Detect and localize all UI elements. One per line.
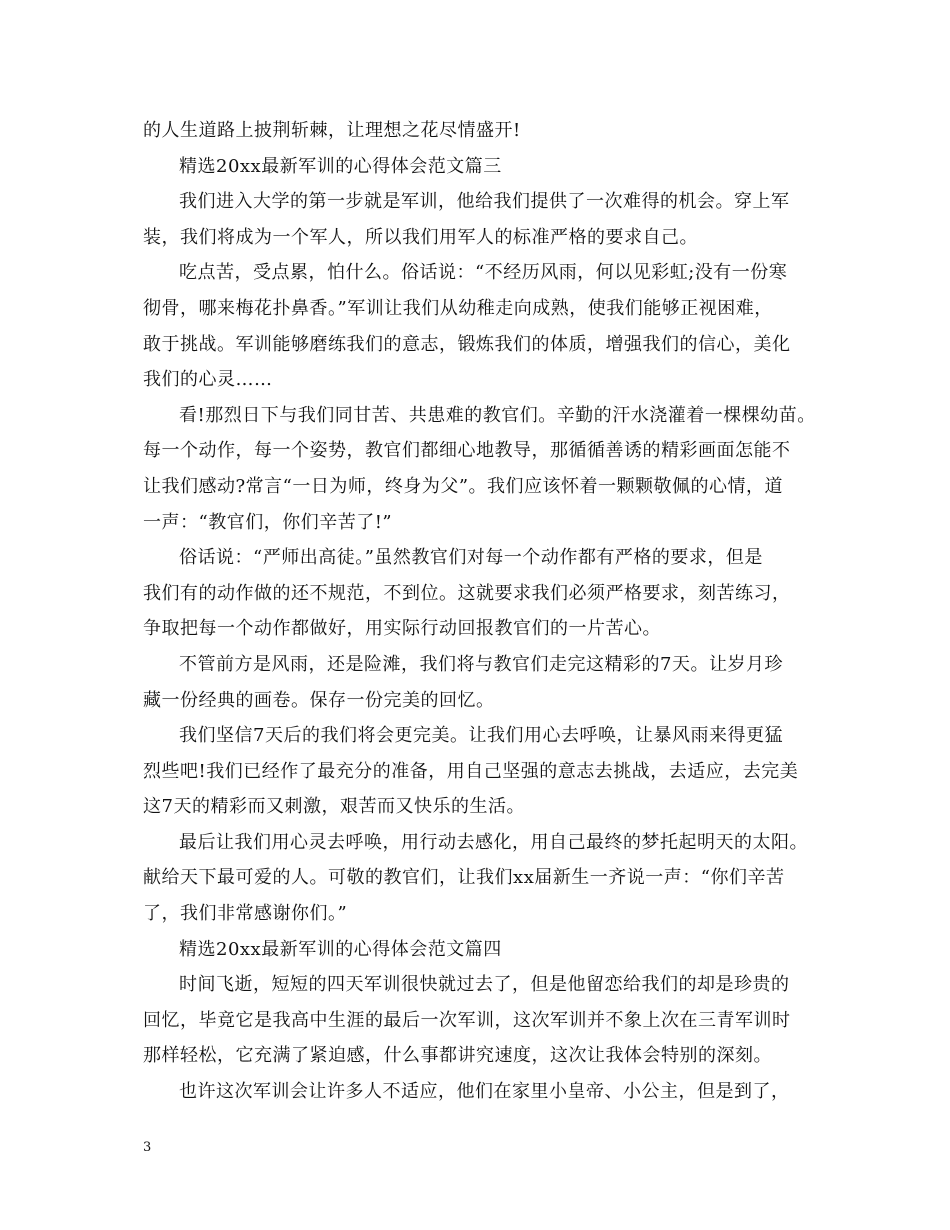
text-line: 最后让我们用心灵去呼唤，用行动去感化，用自己最终的梦托起明天的太阳。	[179, 831, 808, 853]
text-line: 敢于挑战。军训能够磨练我们的意志，锻炼我们的体质，增强我们的信心，美化	[143, 333, 791, 355]
text-line: 彻骨，哪来梅花扑鼻香。”军训让我们从幼稚走向成熟，使我们能够正视困难，	[143, 297, 773, 319]
text-line: 献给天下最可爱的人。可敬的教官们，让我们xx届新生一齐说一声：“你们辛苦	[143, 867, 785, 889]
text-line: 每一个动作，每一个姿势，教官们都细心地教导，那循循善诱的精彩画面怎能不	[143, 440, 791, 462]
text-line: 烈些吧!我们已经作了最充分的准备，用自己坚强的意志去挑战，去适应，去完美	[143, 760, 799, 782]
text-line: 那样轻松，它充满了紧迫感，什么事都讲究速度，这次让我体会特别的深刻。	[143, 1045, 772, 1067]
text-line: 藏一份经典的画卷。保存一份完美的回忆。	[143, 689, 495, 711]
text-line: 了，我们非常感谢你们。”	[143, 903, 348, 925]
text-line: 装，我们将成为一个军人，所以我们用军人的标准严格的要求自己。	[143, 226, 698, 248]
text-line: 回忆，毕竟它是我高中生涯的最后一次军训，这次军训并不象上次在三青军训时	[143, 1009, 791, 1031]
text-line: 我们坚信7天后的我们将会更完美。让我们用心去呼唤，让暴风雨来得更猛	[179, 725, 783, 747]
text-line: 这7天的精彩而又刺激，艰苦而又快乐的生活。	[143, 796, 525, 818]
text-line: 我们有的动作做的还不规范，不到位。这就要求我们必须严格要求，刻苦练习，	[143, 582, 791, 604]
text-line: 时间飞逝，短短的四天军训很快就过去了，但是他留恋给我们的却是珍贵的	[179, 974, 790, 996]
document-body	[143, 113, 816, 1110]
text-line: 精选20xx最新军训的心得体会范文篇四	[179, 938, 502, 960]
text-line: 争取把每一个动作都做好，用实际行动回报教官们的一片苦心。	[143, 618, 661, 640]
text-line: 我们的心灵……	[143, 369, 273, 391]
text-line: 看!那烈日下与我们同甘苦、共患难的教官们。辛勤的汗水浇灌着一棵棵幼苗。	[179, 404, 816, 426]
page-number: 3	[143, 1140, 152, 1155]
text-line: 吃点苦，受点累，怕什么。俗话说：“不经历风雨，何以见彩虹;没有一份寒	[179, 262, 788, 284]
text-line: 不管前方是风雨，还是险滩，我们将与教官们走完这精彩的7天。让岁月珍	[179, 653, 783, 675]
text-line: 精选20xx最新军训的心得体会范文篇三	[179, 155, 502, 177]
text-line: 也许这次军训会让许多人不适应，他们在家里小皇帝、小公主，但是到了，	[179, 1081, 790, 1103]
text-line: 我们进入大学的第一步就是军训，他给我们提供了一次难得的机会。穿上军	[179, 191, 790, 213]
text-line: 俗话说：“严师出高徒。”虽然教官们对每一个动作都有严格的要求，但是	[179, 547, 763, 569]
text-line: 让我们感动?常言“一日为师，终身为父”。我们应该怀着一颗颗敬佩的心情，道	[143, 475, 784, 497]
text-line: 的人生道路上披荆斩棘，让理想之花尽情盛开!	[143, 120, 521, 141]
text-line: 一声：“教官们，你们辛苦了!”	[143, 511, 393, 533]
